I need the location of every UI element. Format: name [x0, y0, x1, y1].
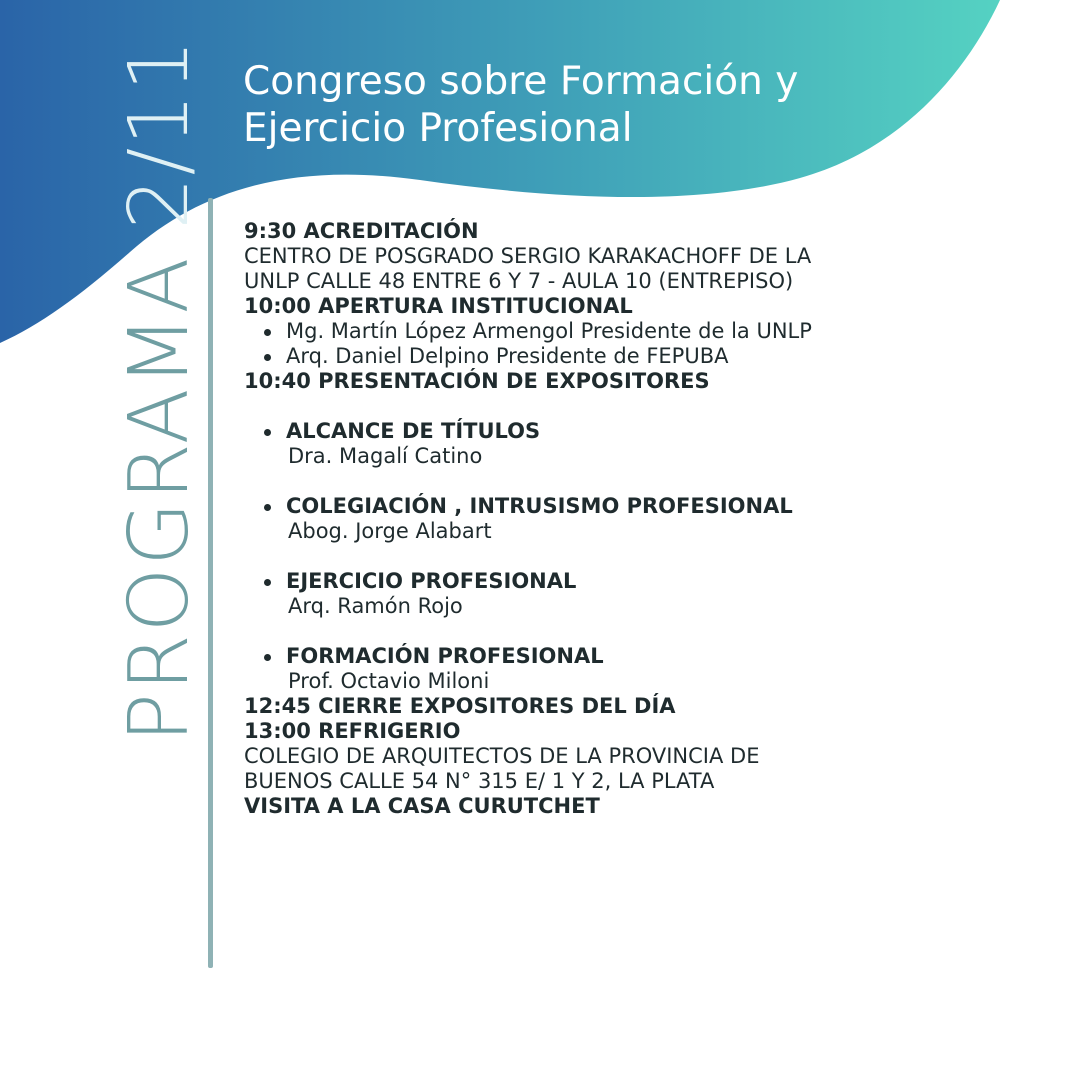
talk-title: EJERCICIO PROFESIONAL [286, 569, 577, 593]
vertical-date: 2/11 [112, 37, 207, 230]
opening-speaker-list [244, 319, 1004, 369]
talk-speaker: Arq. Ramón Rojo [288, 594, 463, 618]
vertical-divider [208, 198, 213, 968]
refreshment-venue-line-2: BUENOS CALLE 54 N° 315 E/ 1 Y 2, LA PLATA [244, 769, 715, 793]
refreshment-venue-line-1: COLEGIO DE ARQUITECTOS DE LA PROVINCIA DE [244, 744, 760, 768]
venue-line-2: UNLP CALLE 48 ENTRE 6 Y 7 - AULA 10 (ENTREPISO) [244, 269, 794, 293]
talk-item [244, 569, 1004, 619]
talk-title: ALCANCE DE TÍTULOS [286, 419, 541, 443]
talk-title: COLEGIACIÓN , INTRUSISMO PROFESIONAL [286, 494, 793, 518]
visit-heading: VISITA A LA CASA CURUTCHET [244, 794, 600, 818]
opening-heading: 10:00 APERTURA INSTITUCIONAL [244, 294, 633, 318]
list-item: Arq. Daniel Delpino Presidente de FEPUBA [244, 344, 1004, 369]
closing-heading: 12:45 CIERRE EXPOSITORES DEL DÍA [244, 694, 676, 718]
talk-title: FORMACIÓN PROFESIONAL [286, 644, 604, 668]
title-line-1: Congreso sobre Formación y [243, 59, 799, 104]
vertical-program-label [112, 37, 207, 743]
accreditation-heading: 9:30 ACREDITACIÓN [244, 219, 479, 243]
page-title [243, 58, 963, 152]
talk-speaker: Dra. Magalí Catino [288, 444, 483, 468]
title-line-2: Ejercicio Profesional [243, 106, 633, 151]
refreshment-heading: 13:00 REFRIGERIO [244, 719, 461, 743]
talk-speaker: Abog. Jorge Alabart [288, 519, 492, 543]
talk-item [244, 644, 1004, 694]
program-schedule [244, 219, 1004, 819]
talk-item [244, 419, 1004, 469]
talk-speaker: Prof. Octavio Miloni [288, 669, 490, 693]
presentations-heading: 10:40 PRESENTACIÓN DE EXPOSITORES [244, 369, 710, 393]
list-item: Mg. Martín López Armengol Presidente de la UNLP [244, 319, 1004, 344]
talk-item [244, 494, 1004, 544]
talk-list [244, 419, 1004, 694]
venue-line-1: CENTRO DE POSGRADO SERGIO KARAKACHOFF DE LA [244, 244, 812, 268]
vertical-word: PROGRAMA [112, 255, 207, 743]
